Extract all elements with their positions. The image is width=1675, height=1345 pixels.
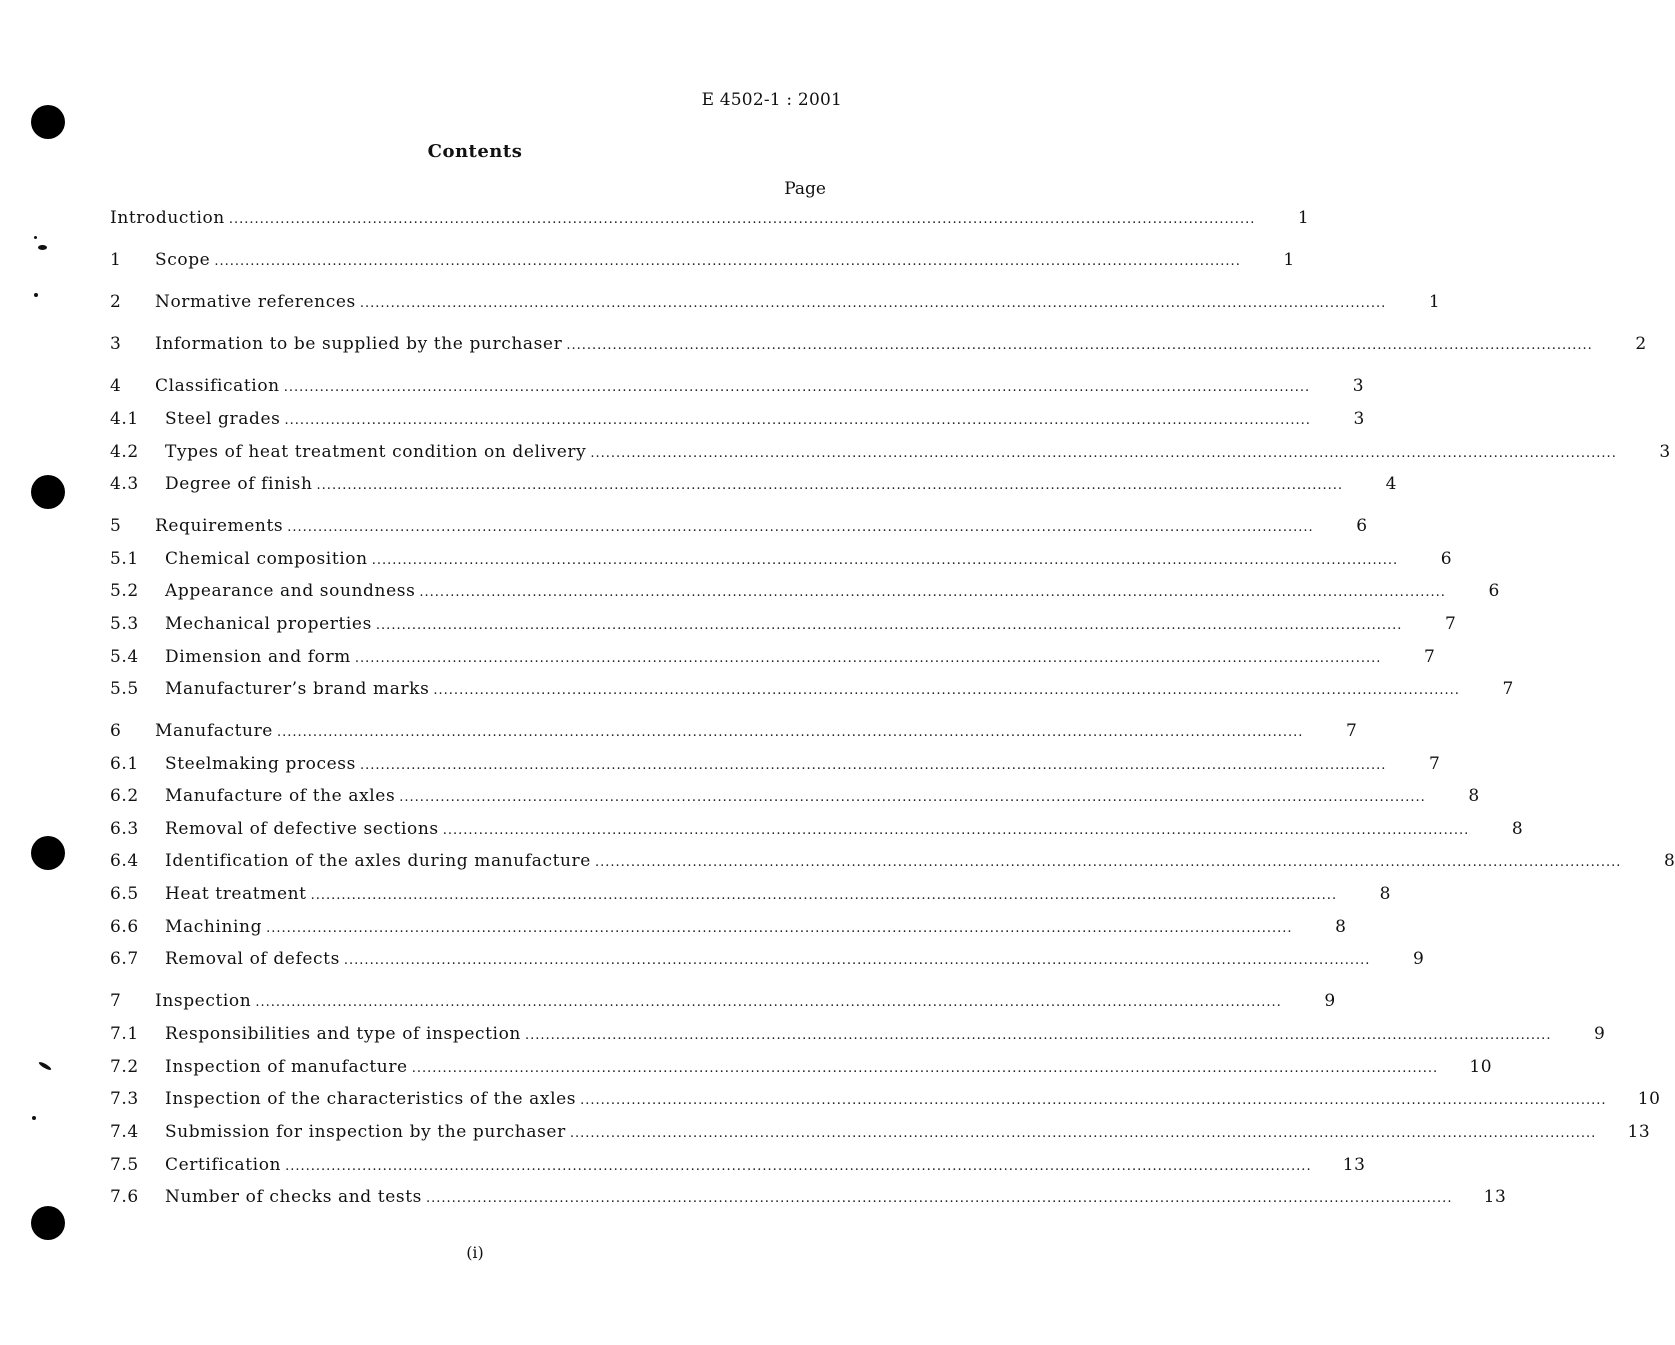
toc-entry-number: 5.5 (110, 679, 139, 699)
toc-entry-page: 1 (1428, 292, 1441, 312)
dot-leader: ........................................................................................................................................................................................................ (354, 651, 1382, 666)
toc-entry (110, 442, 1671, 466)
toc-entry (110, 884, 1392, 908)
toc-entry-label: Inspection of manufacture (165, 1057, 408, 1077)
toc-entry (110, 376, 1365, 400)
toc-entry-page: 13 (1627, 1122, 1651, 1142)
dot-leader: ........................................................................................................................................................................................................ (375, 618, 1403, 633)
toc-entry-page: 2 (1635, 334, 1647, 354)
dot-leader: ........................................................................................................................................................................................................ (594, 855, 1622, 870)
toc-entry-label: Number of checks and tests (165, 1187, 422, 1207)
toc-entry (110, 250, 1295, 274)
toc-entry (110, 208, 1310, 232)
toc-entry-label: Degree of finish (165, 474, 313, 494)
toc-entry (110, 1122, 1651, 1146)
toc-entry-label: Mechanical properties (165, 614, 372, 634)
toc-entry (110, 819, 1524, 843)
toc-entry-label: Inspection (155, 991, 252, 1011)
toc-entry-page: 10 (1637, 1089, 1661, 1109)
toc-entry-page: 7 (1502, 679, 1514, 699)
toc-entry-number: 6 (110, 721, 122, 741)
toc-entry (110, 409, 1365, 433)
toc-entry (110, 679, 1514, 703)
toc-entry (110, 949, 1425, 973)
toc-entry-number: 7.4 (110, 1122, 139, 1142)
toc-entry-number: 4.3 (110, 474, 139, 494)
toc-entry-page: 8 (1335, 917, 1347, 937)
toc-entry-page: 10 (1469, 1057, 1493, 1077)
toc-entry-page: 6 (1356, 516, 1368, 536)
toc-entry-number: 7.5 (110, 1155, 139, 1175)
toc-entry (110, 292, 1441, 316)
dot-leader: ........................................................................................................................................................................................................ (359, 296, 1387, 311)
toc-entry-label: Types of heat treatment condition on delivery (165, 442, 587, 462)
toc-entry-page: 8 (1663, 851, 1675, 871)
dot-leader: ........................................................................................................................................................................................................ (419, 585, 1446, 600)
toc-entry-number: 6.2 (110, 786, 139, 806)
toc-entry-page: 8 (1379, 884, 1392, 904)
toc-entry-label: Removal of defects (165, 949, 340, 969)
toc-entry-number: 6.1 (110, 754, 139, 774)
toc-entry (110, 991, 1336, 1015)
toc-entry-number: 5 (110, 516, 122, 536)
toc-entry-page: 9 (1324, 991, 1336, 1011)
toc-entry-label: Steelmaking process (165, 754, 356, 774)
toc-entry-label: Introduction (110, 208, 225, 228)
scan-speck (34, 293, 38, 297)
scan-speck (38, 1061, 52, 1071)
toc-entry-number: 1 (110, 250, 122, 270)
toc-entry-label: Dimension and form (165, 647, 351, 667)
toc-entry (110, 851, 1675, 875)
toc-entry-label: Machining (165, 917, 263, 937)
toc-entry-label: Requirements (155, 516, 284, 536)
toc-entry-label: Removal of defective sections (165, 819, 439, 839)
dot-leader: ........................................................................................................................................................................................................ (399, 790, 1426, 805)
scan-speck (38, 245, 47, 250)
dot-leader: ........................................................................................................................................................................................................ (569, 1126, 1597, 1141)
dot-leader: ........................................................................................................................................................................................................ (425, 1191, 1453, 1206)
toc-entry-page: 7 (1346, 721, 1358, 741)
scan-speck (32, 1116, 36, 1120)
toc-entry-page: 3 (1352, 376, 1365, 396)
toc-entry-page: 1 (1283, 250, 1295, 270)
dot-leader: ........................................................................................................................................................................................................ (590, 446, 1617, 461)
dot-leader: ........................................................................................................................................................................................................ (411, 1061, 1439, 1076)
toc-entry-label: Responsibilities and type of inspection (165, 1024, 521, 1044)
toc-entry-number: 4 (110, 376, 122, 396)
dot-leader: ........................................................................................................................................................................................................ (371, 553, 1399, 568)
page-title: Contents (427, 141, 523, 162)
toc-entry-page: 9 (1594, 1024, 1606, 1044)
toc-entry-number: 7.2 (110, 1057, 139, 1077)
toc-entry-number: 3 (110, 334, 122, 354)
toc-entry-page: 7 (1444, 614, 1457, 634)
toc-entry (110, 474, 1398, 498)
toc-entry-page: 3 (1659, 442, 1671, 462)
toc-entry (110, 721, 1358, 745)
toc-entry-number: 6.5 (110, 884, 139, 904)
toc-entry-label: Scope (155, 250, 211, 270)
dot-leader: ........................................................................................................................................................................................................ (433, 683, 1460, 698)
document-number: E 4502-1 : 2001 (701, 90, 842, 110)
toc-entry-label: Normative references (155, 292, 356, 312)
dot-leader: ........................................................................................................................................................................................................ (580, 1093, 1607, 1108)
toc-entry-label: Identification of the axles during manufacture (165, 851, 591, 871)
toc-entry-page: 6 (1488, 581, 1500, 601)
toc-entry-page: 1 (1297, 208, 1310, 228)
dot-leader: ........................................................................................................................................................................................................ (442, 823, 1470, 838)
punch-hole (31, 836, 65, 870)
toc-entry-label: Classification (155, 376, 280, 396)
toc-entry-number: 7.6 (110, 1187, 139, 1207)
dot-leader: ........................................................................................................................................................................................................ (310, 888, 1338, 903)
toc-entry-page: 13 (1483, 1187, 1507, 1207)
toc-entry (110, 1187, 1507, 1211)
dot-leader: ........................................................................................................................................................................................................ (283, 380, 1311, 395)
dot-leader: ........................................................................................................................................................................................................ (566, 338, 1593, 353)
toc-entry-label: Information to be supplied by the purchaser (155, 334, 563, 354)
toc-entry-number: 5.1 (110, 549, 139, 569)
toc-entry (110, 754, 1441, 778)
toc-entry (110, 516, 1368, 540)
toc-entry-page: 6 (1440, 549, 1453, 569)
toc-entry-label: Certification (165, 1155, 282, 1175)
toc-entry-number: 4.2 (110, 442, 139, 462)
scan-speck (34, 236, 37, 239)
toc-entry-number: 6.6 (110, 917, 139, 937)
toc-entry-number: 6.3 (110, 819, 139, 839)
punch-hole (31, 105, 65, 139)
dot-leader: ........................................................................................................................................................................................................ (266, 921, 1293, 936)
toc-entry (110, 581, 1500, 605)
toc-entry-label: Chemical composition (165, 549, 368, 569)
toc-entry-page: 8 (1511, 819, 1524, 839)
toc-entry-page: 3 (1353, 409, 1365, 429)
toc-entry-label: Submission for inspection by the purchaser (165, 1122, 566, 1142)
dot-leader: ........................................................................................................................................................................................................ (524, 1028, 1552, 1043)
dot-leader: ........................................................................................................................................................................................................ (228, 212, 1256, 227)
toc-entry (110, 1155, 1366, 1179)
toc-entry-label: Heat treatment (165, 884, 307, 904)
page-number-footer: (i) (466, 1243, 484, 1262)
punch-hole (31, 475, 65, 509)
toc-entry-number: 5.2 (110, 581, 139, 601)
dot-leader: ........................................................................................................................................................................................................ (316, 478, 1344, 493)
toc-entry (110, 917, 1347, 941)
dot-leader: ........................................................................................................................................................................................................ (285, 1159, 1312, 1174)
dot-leader: ........................................................................................................................................................................................................ (359, 758, 1387, 773)
toc-entry (110, 549, 1453, 573)
toc-entry-label: Manufacturer’s brand marks (165, 679, 430, 699)
dot-leader: ........................................................................................................................................................................................................ (287, 520, 1314, 535)
punch-hole (31, 1206, 65, 1240)
toc-entry-label: Manufacture of the axles (165, 786, 396, 806)
toc-entry-page: 13 (1342, 1155, 1366, 1175)
dot-leader: ........................................................................................................................................................................................................ (276, 725, 1304, 740)
toc-entry (110, 1024, 1606, 1048)
toc-entry-number: 6.7 (110, 949, 139, 969)
toc-entry (110, 614, 1457, 638)
toc-entry-number: 7.1 (110, 1024, 139, 1044)
toc-entry-page: 4 (1385, 474, 1398, 494)
toc-entry-page: 8 (1468, 786, 1480, 806)
toc-entry (110, 334, 1647, 358)
dot-leader: ........................................................................................................................................................................................................ (214, 254, 1241, 269)
toc-entry (110, 786, 1480, 810)
toc-entry-label: Appearance and soundness (165, 581, 416, 601)
page-column-header: Page (784, 179, 826, 199)
toc-entry-page: 7 (1423, 647, 1436, 667)
toc-entry-number: 2 (110, 292, 122, 312)
toc-entry-label: Inspection of the characteristics of the axles (165, 1089, 577, 1109)
dot-leader: ........................................................................................................................................................................................................ (255, 995, 1282, 1010)
toc-entry-label: Manufacture (155, 721, 273, 741)
dot-leader: ........................................................................................................................................................................................................ (284, 413, 1311, 428)
toc-entry-number: 4.1 (110, 409, 139, 429)
toc-entry-number: 5.3 (110, 614, 139, 634)
dot-leader: ........................................................................................................................................................................................................ (343, 953, 1371, 968)
toc-entry-number: 7.3 (110, 1089, 139, 1109)
toc-entry-number: 7 (110, 991, 122, 1011)
toc-entry-number: 6.4 (110, 851, 139, 871)
toc-entry-page: 7 (1428, 754, 1441, 774)
toc-entry (110, 1089, 1661, 1113)
toc-entry-page: 9 (1412, 949, 1425, 969)
toc-entry-label: Steel grades (165, 409, 281, 429)
toc-entry (110, 647, 1436, 671)
toc-entry (110, 1057, 1493, 1081)
toc-entry-number: 5.4 (110, 647, 139, 667)
